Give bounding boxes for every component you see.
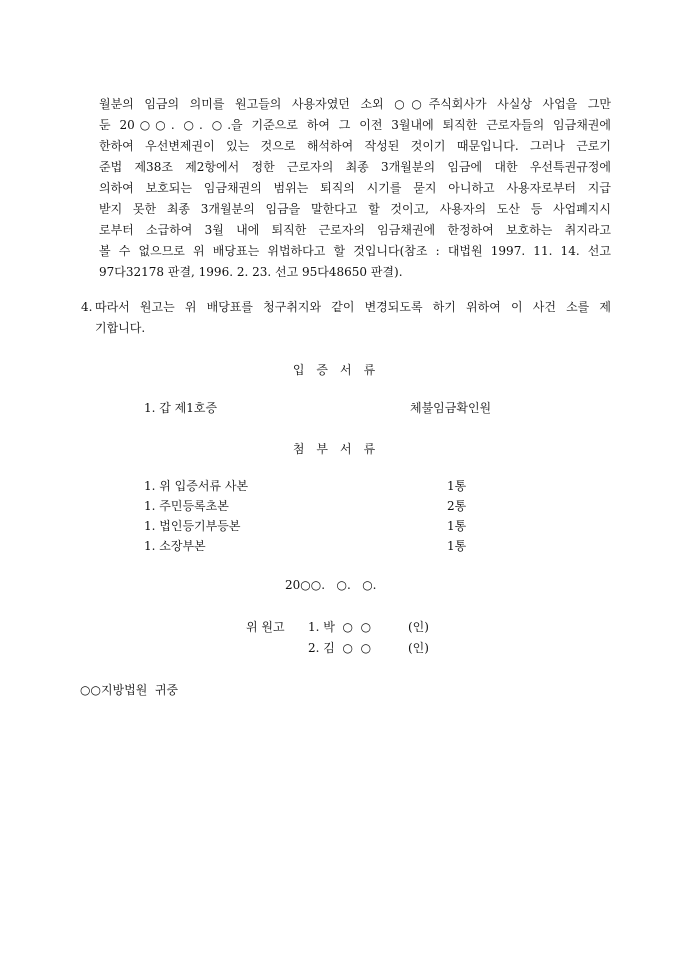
attachment-count: 1통 [447,479,467,493]
paragraph-line: 월분의 임금의 의미를 원고들의 사용자였던 소외 ○○주식회사가 사실상 사업을 그만 [99,97,611,111]
paragraph-line: 한하여 우선변제권이 있는 것으로 해석하여 작성된 것이기 때문입니다. 그러나 근로기 [99,139,611,153]
attachments-heading: 첨부서류 [292,442,388,456]
attachment-count: 1통 [447,539,467,553]
paragraph-line: 볼 수 없으므로 위 배당표는 위법하다고 할 것입니다(참조 : 대법원 1997. 11. 14. 선고 [99,244,611,258]
paragraph-line: 97다32178 판결, 1996. 2. 23. 선고 95다48650 판결). [99,265,403,279]
item-number: 4. [81,300,93,314]
paragraph-line: 의하여 보호되는 임금채권의 범위는 퇴직의 시기를 묻지 아니하고 사용자로부터 지급 [99,181,611,195]
court-addressee: ○○지방법원 귀중 [80,683,179,697]
plaintiff-name: 1. 박 ○ ○ [308,620,372,634]
attachment-label: 1. 주민등록초본 [144,499,229,513]
attachment-label: 1. 소장부본 [144,539,206,553]
evidence-heading: 입증서류 [292,363,388,377]
evidence-desc: 체불임금확인원 [410,401,492,415]
document-date: 20○○. ○. ○. [285,578,377,592]
seal-mark: (인) [408,641,429,655]
plaintiff-role: 위 원고 [246,620,285,634]
attachment-label: 1. 법인등기부등본 [144,519,241,533]
paragraph-line: 로부터 소급하여 3월 내에 퇴직한 근로자의 임금채권에 한정하여 보호하는 취지라고 [99,223,611,237]
attachment-count: 2통 [447,499,467,513]
item-text: 기합니다. [95,321,146,335]
item-text: 따라서 원고는 위 배당표를 청구취지와 같이 변경되도록 하기 위하여 이 사건 소를 제 [95,300,611,314]
paragraph-line: 받지 못한 최종 3개월분의 임금을 말한다고 할 것이고, 사용자의 도산 등 사업폐지시 [99,202,611,216]
plaintiff-name: 2. 김 ○ ○ [308,641,372,655]
evidence-label: 1. 갑 제1호증 [144,401,218,415]
attachment-count: 1통 [447,519,467,533]
paragraph-line: 준법 제38조 제2항에서 정한 근로자의 최종 3개월분의 임금에 대한 우선특권규정에 [99,160,611,174]
seal-mark: (인) [408,620,429,634]
paragraph-line: 둔 20○○. ○. ○.을 기준으로 하여 그 이전 3월내에 퇴직한 근로자들의 임금채권에 [99,118,611,132]
attachment-label: 1. 위 입증서류 사본 [144,479,249,493]
